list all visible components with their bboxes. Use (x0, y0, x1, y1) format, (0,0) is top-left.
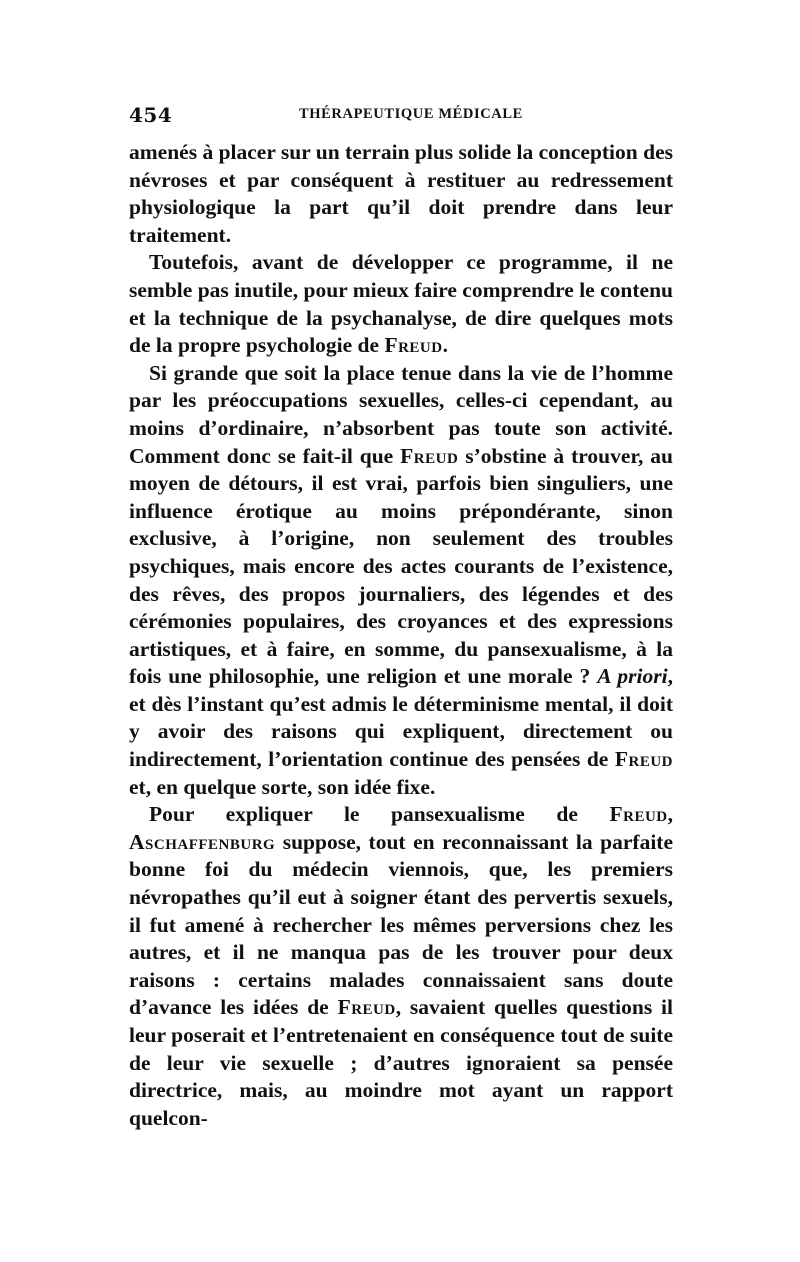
text-run: Si grande que soit la place tenue dans la vie de l’homme par les préoccupations sexuelles, celles-ci cependant, au moins d’ordinaire, n’absorbent pas toute son activité. Comment donc se fait-il que (129, 360, 673, 468)
small-caps-name: Freud (337, 995, 396, 1020)
paragraph (129, 249, 673, 359)
small-caps-name: Freud (384, 333, 443, 358)
small-caps-name: Aschaffenburg (129, 829, 276, 854)
page-number: 454 (129, 103, 173, 127)
text-run: suppose, tout en reconnaissant la parfaite bonne foi du médecin viennois, que, les premiers névropathes qu’il eut à soigner étant des pervertis sexuels, il fut amené à rechercher les mêmes perversions chez les autres, et il ne manqua pas de les trouver pour deux raisons : certains malades connaissaient sans doute d’avance les idées de (129, 829, 673, 1020)
running-head (129, 103, 673, 139)
running-title: THÉRAPEUTIQUE MÉDICALE (299, 106, 523, 122)
text-run: s’obstine à trouver, au moyen de détours, il est vrai, parfois bien singuliers, une influence érotique au moins prépondérante, sinon exclusive, à l’origine, non seulement des troubles psychiques, mais encore des actes courants de l’existence, des rêves, des propos journaliers, des légendes et des cérémonies populaires, des croyances et des expressions artistiques, et à faire, en somme, du pansexualisme, à la fois une philosophie, une religion et une morale ? (129, 443, 674, 689)
text-run: et, en quelque sorte, son idée fixe. (129, 774, 436, 799)
paragraph (129, 360, 673, 802)
small-caps-name: Freud (400, 443, 459, 468)
text-run: , savaient quelles questions il leur poserait et l’entretenaient en conséquence tout de suite de leur vie sexuelle ; d’autres ignoraient sa pensée directrice, mais, au moindre mot ayant un rapport quelcon- (129, 995, 673, 1130)
book-page (129, 103, 673, 1132)
italic-text: A priori (597, 664, 668, 689)
body-text (129, 139, 673, 1132)
small-caps-name: Freud (609, 802, 668, 827)
text-run: , (667, 802, 673, 827)
text-run: , et dès l’instant qu’est admis le déterminisme mental, il doit y avoir des raisons qui expliquent, directement ou indirectement, l’orientation continue des pensées de (129, 664, 673, 772)
text-run: Pour expliquer le pansexualisme de (149, 802, 610, 827)
paragraph (129, 139, 673, 249)
text-run: amenés à placer sur un terrain plus solide la conception des névroses et par conséquent à restituer au redressement physiologique la part qu’il doit prendre dans leur traitement. (129, 140, 673, 247)
text-run: . (442, 333, 448, 358)
paragraph (129, 801, 673, 1132)
small-caps-name: Freud (614, 747, 673, 772)
text-run: Toutefois, avant de développer ce programme, il ne semble pas inutile, pour mieux faire comprendre le contenu et la technique de la psychanalyse, de dire quelques mots de la propre psychologie de (129, 250, 673, 358)
